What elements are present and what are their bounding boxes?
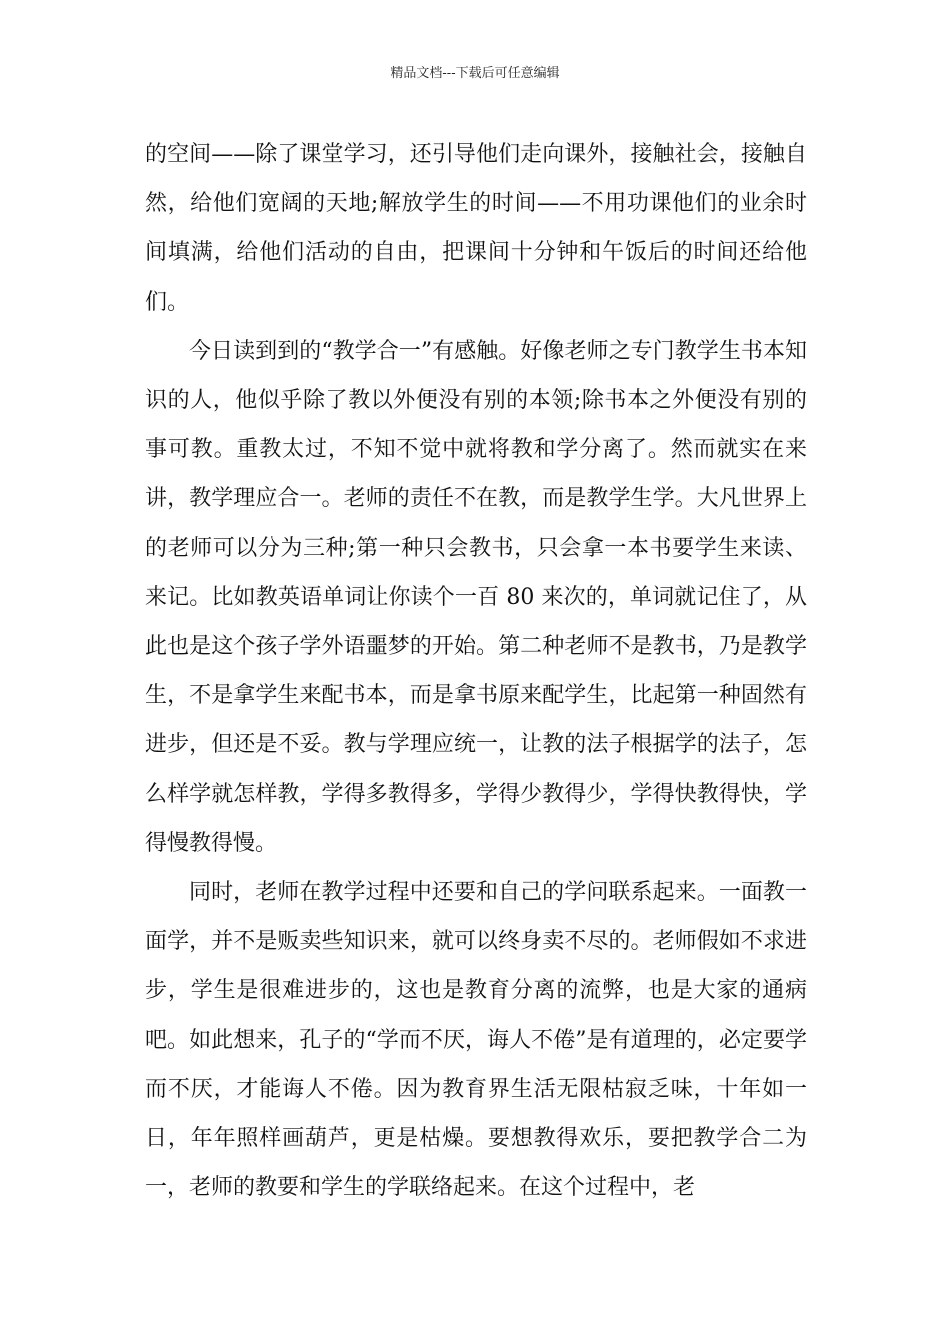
page-header: 精品文档---下载后可任意编辑: [390, 66, 560, 81]
paragraph-continued: 的空间——除了课堂学习，还引导他们走向课外，接触社会，接触自然，给他们宽阔的天地;解放学生的时间——不用功课他们的业余时间填满，给他们活动的自由，把课间十分钟和午饭后的时间还给他们。: [145, 142, 807, 315]
document-body: [145, 130, 807, 1212]
paragraph-teaching-unity: 今日读到到的“教学合一”有感触。好像老师之专门教学生书本知识的人，他似乎除了教以外便没有别的本领;除书本之外便没有别的事可教。重教太过，不知不觉中就将教和学分离了。然而就实在来讲，教学理应合一。老师的责任不在教，而是教学生学。大凡世界上的老师可以分为三种;第一种只会教书，只会拿一本书要学生来读、来记。比如教英语单词让你读个一百 80 来次的，单词就记住了，从此也是这个孩子学外语噩梦的开始。第二种老师不是教书，乃是教学生，不是拿学生来配书本，而是拿书原来配学生，比起第一种固然有进步，但还是不妥。教与学理应统一，让教的法子根据学的法子，怎么样学就怎样教，学得多教得多，学得少教得少，学得快教得快，学得慢教得慢。: [145, 338, 807, 856]
paragraph-teacher-learning: 同时，老师在教学过程中还要和自己的学问联系起来。一面教一面学，并不是贩卖些知识来，就可以终身卖不尽的。老师假如不求进步，学生是很难进步的，这也是教育分离的流弊，也是大家的通病吧。如此想来，孔子的“学而不厌，诲人不倦”是有道理的，必定要学而不厌，才能诲人不倦。因为教育界生活无限枯寂乏味，十年如一日，年年照样画葫芦，更是枯燥。要想教得欢乐，要把教学合二为一，老师的教要和学生的学联络起来。在这个过程中，老: [145, 880, 807, 1201]
